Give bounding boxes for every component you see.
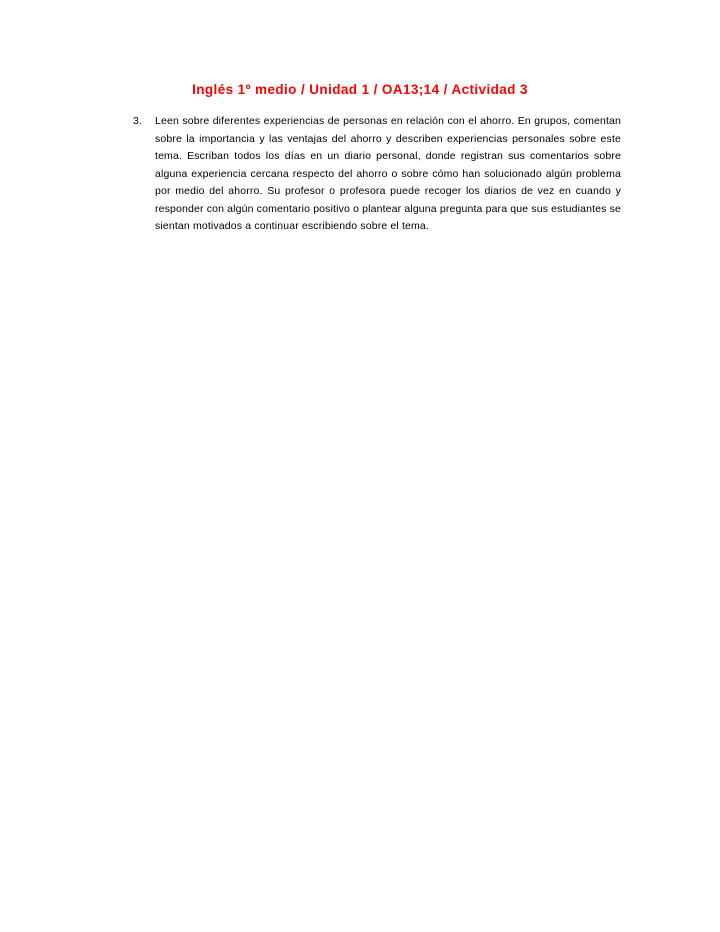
activity-body-text: Leen sobre diferentes experiencias de personas en relación con el ahorro. En grupos, comentan sobre la importancia y las ventajas del ahorro y describen experiencias personales sobre este tema. Escriban todos los días en un diario personal, donde registran sus comentarios sobre alguna experiencia cercana respecto del ahorro o sobre cómo han solucionado algún problema por medio del ahorro. Su profesor o profesora puede recoger los diarios de vez en cuando y responder con algún comentario positivo o plantear alguna pregunta para que sus estudiantes se sientan motivados a continuar escribiendo sobre el tema.: [155, 115, 621, 232]
activity-number: 3.: [133, 115, 142, 127]
activity-item: [133, 113, 621, 236]
page-title: Inglés 1º medio / Unidad 1 / OA13;14 / Actividad 3: [192, 82, 528, 97]
